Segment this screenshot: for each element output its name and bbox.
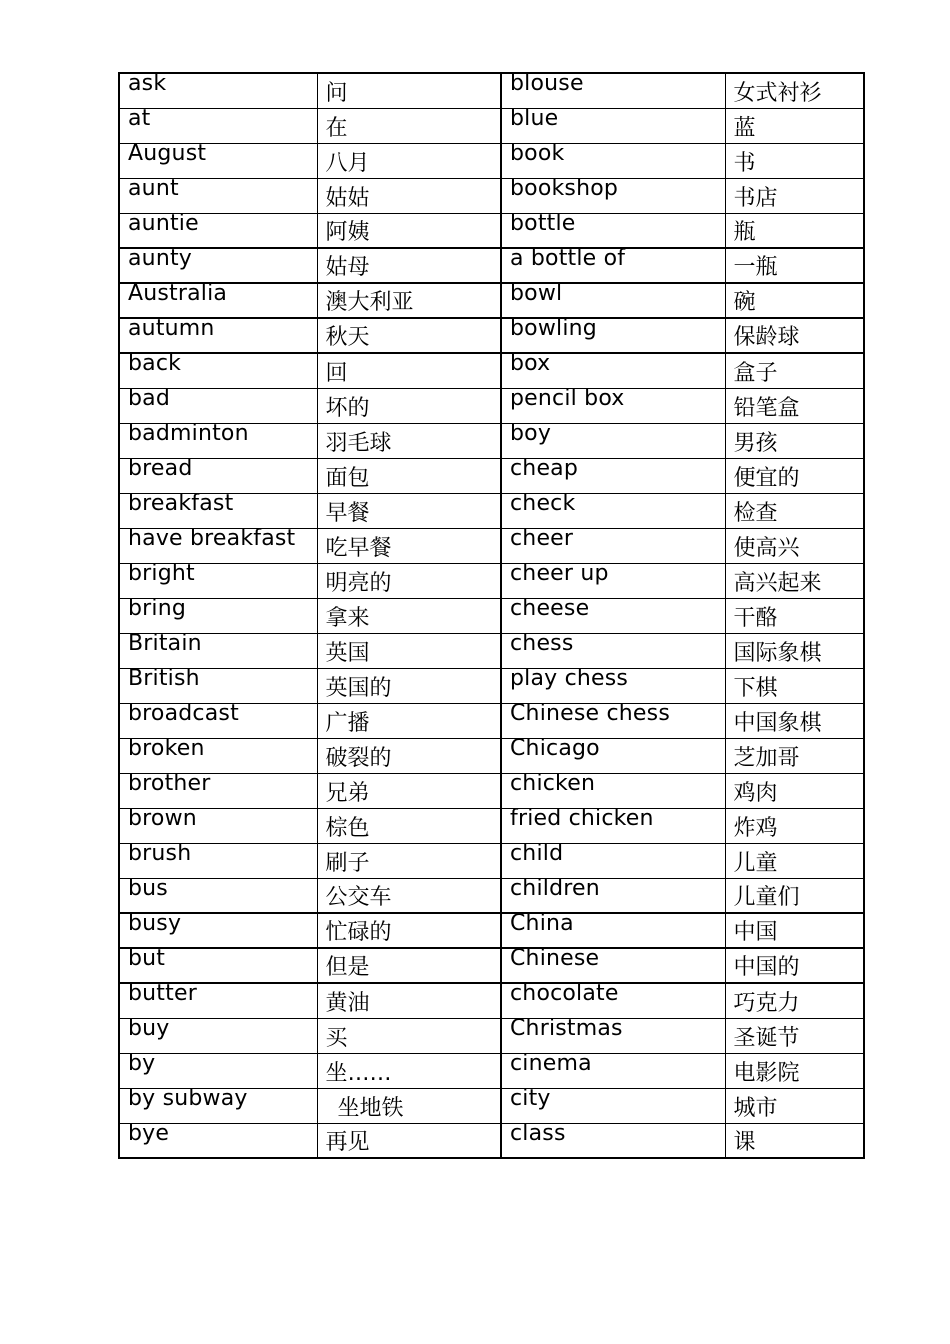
table-row [119, 213, 864, 248]
english-word-cell: cheer up [501, 563, 725, 598]
chinese-meaning-cell: 儿童 [725, 843, 864, 878]
english-word-cell: blouse [501, 73, 725, 108]
chinese-meaning-cell: 圣诞节 [725, 1018, 864, 1053]
chinese-meaning-cell: 下棋 [725, 668, 864, 703]
chinese-meaning-cell: 黄油 [317, 983, 501, 1018]
table-row [119, 703, 864, 738]
english-word-cell: badminton [119, 423, 317, 458]
english-word-cell: child [501, 843, 725, 878]
english-word-cell: cheese [501, 598, 725, 633]
english-word-cell: Chinese [501, 948, 725, 983]
chinese-meaning-cell: 姑姑 [317, 178, 501, 213]
english-word-cell: pencil box [501, 388, 725, 423]
chinese-meaning-cell: 坏的 [317, 388, 501, 423]
chinese-meaning-cell: 课 [725, 1123, 864, 1158]
english-word-cell: aunty [119, 248, 317, 283]
english-word-cell: bookshop [501, 178, 725, 213]
table-row [119, 843, 864, 878]
english-word-cell: bottle [501, 213, 725, 248]
chinese-meaning-cell: 问 [317, 73, 501, 108]
english-word-cell: bowl [501, 283, 725, 318]
chinese-meaning-cell: 盒子 [725, 353, 864, 388]
english-word-cell: blue [501, 108, 725, 143]
table-row [119, 318, 864, 353]
chinese-meaning-cell: 兄弟 [317, 773, 501, 808]
chinese-meaning-cell: 巧克力 [725, 983, 864, 1018]
english-word-cell: aunt [119, 178, 317, 213]
chinese-meaning-cell: 但是 [317, 948, 501, 983]
english-word-cell: bus [119, 878, 317, 913]
table-row [119, 493, 864, 528]
chinese-meaning-cell: 明亮的 [317, 563, 501, 598]
table-row [119, 353, 864, 388]
vocabulary-table [118, 72, 865, 1159]
vocabulary-table-body [119, 73, 864, 1158]
chinese-meaning-cell: 城市 [725, 1088, 864, 1123]
chinese-meaning-cell: 中国 [725, 913, 864, 948]
english-word-cell: by [119, 1053, 317, 1088]
chinese-meaning-cell: 广播 [317, 703, 501, 738]
chinese-meaning-cell: 碗 [725, 283, 864, 318]
chinese-meaning-cell: 蓝 [725, 108, 864, 143]
chinese-meaning-cell: 面包 [317, 458, 501, 493]
table-row [119, 73, 864, 108]
english-word-cell: chess [501, 633, 725, 668]
chinese-meaning-cell: 瓶 [725, 213, 864, 248]
chinese-meaning-cell: 书店 [725, 178, 864, 213]
chinese-meaning-cell: 拿来 [317, 598, 501, 633]
chinese-meaning-cell: 电影院 [725, 1053, 864, 1088]
chinese-meaning-cell: 秋天 [317, 318, 501, 353]
chinese-meaning-cell: 澳大利亚 [317, 283, 501, 318]
english-word-cell: brush [119, 843, 317, 878]
chinese-meaning-cell: 保龄球 [725, 318, 864, 353]
chinese-meaning-cell: 中国的 [725, 948, 864, 983]
chinese-meaning-cell: 坐…… [317, 1053, 501, 1088]
english-word-cell: check [501, 493, 725, 528]
english-word-cell: boy [501, 423, 725, 458]
english-word-cell: China [501, 913, 725, 948]
english-word-cell: breakfast [119, 493, 317, 528]
table-row [119, 633, 864, 668]
english-word-cell: butter [119, 983, 317, 1018]
chinese-meaning-cell: 英国的 [317, 668, 501, 703]
chinese-meaning-cell: 英国 [317, 633, 501, 668]
english-word-cell: chicken [501, 773, 725, 808]
chinese-meaning-cell: 再见 [317, 1123, 501, 1158]
english-word-cell: Britain [119, 633, 317, 668]
chinese-meaning-cell: 阿姨 [317, 213, 501, 248]
english-word-cell: auntie [119, 213, 317, 248]
english-word-cell: ask [119, 73, 317, 108]
chinese-meaning-cell: 八月 [317, 143, 501, 178]
english-word-cell: but [119, 948, 317, 983]
table-row [119, 913, 864, 948]
table-row [119, 563, 864, 598]
chinese-meaning-cell: 早餐 [317, 493, 501, 528]
english-word-cell: fried chicken [501, 808, 725, 843]
english-word-cell: city [501, 1088, 725, 1123]
english-word-cell: have breakfast [119, 528, 317, 563]
english-word-cell: at [119, 108, 317, 143]
chinese-meaning-cell: 破裂的 [317, 738, 501, 773]
table-row [119, 948, 864, 983]
english-word-cell: chocolate [501, 983, 725, 1018]
chinese-meaning-cell: 女式衬衫 [725, 73, 864, 108]
table-row [119, 283, 864, 318]
chinese-meaning-cell: 刷子 [317, 843, 501, 878]
table-row [119, 773, 864, 808]
english-word-cell: play chess [501, 668, 725, 703]
table-row [119, 423, 864, 458]
english-word-cell: cinema [501, 1053, 725, 1088]
english-word-cell: by subway [119, 1088, 317, 1123]
chinese-meaning-cell: 检查 [725, 493, 864, 528]
table-row [119, 178, 864, 213]
chinese-meaning-cell: 坐地铁 [317, 1088, 501, 1123]
chinese-meaning-cell: 儿童们 [725, 878, 864, 913]
chinese-meaning-cell: 芝加哥 [725, 738, 864, 773]
chinese-meaning-cell: 中国象棋 [725, 703, 864, 738]
english-word-cell: buy [119, 1018, 317, 1053]
english-word-cell: autumn [119, 318, 317, 353]
english-word-cell: bad [119, 388, 317, 423]
chinese-meaning-cell: 铅笔盒 [725, 388, 864, 423]
table-row [119, 143, 864, 178]
table-row [119, 1053, 864, 1088]
english-word-cell: cheer [501, 528, 725, 563]
chinese-meaning-cell: 吃早餐 [317, 528, 501, 563]
chinese-meaning-cell: 便宜的 [725, 458, 864, 493]
table-row [119, 528, 864, 563]
table-row [119, 1018, 864, 1053]
english-word-cell: broadcast [119, 703, 317, 738]
english-word-cell: bring [119, 598, 317, 633]
chinese-meaning-cell: 书 [725, 143, 864, 178]
english-word-cell: August [119, 143, 317, 178]
chinese-meaning-cell: 公交车 [317, 878, 501, 913]
english-word-cell: brother [119, 773, 317, 808]
chinese-meaning-cell: 回 [317, 353, 501, 388]
english-word-cell: Chinese chess [501, 703, 725, 738]
table-row [119, 878, 864, 913]
english-word-cell: bowling [501, 318, 725, 353]
english-word-cell: children [501, 878, 725, 913]
table-row [119, 1123, 864, 1158]
chinese-meaning-cell: 忙碌的 [317, 913, 501, 948]
table-row [119, 248, 864, 283]
chinese-meaning-cell: 高兴起来 [725, 563, 864, 598]
english-word-cell: bye [119, 1123, 317, 1158]
chinese-meaning-cell: 羽毛球 [317, 423, 501, 458]
english-word-cell: Christmas [501, 1018, 725, 1053]
chinese-meaning-cell: 一瓶 [725, 248, 864, 283]
english-word-cell: brown [119, 808, 317, 843]
english-word-cell: book [501, 143, 725, 178]
table-row [119, 738, 864, 773]
english-word-cell: busy [119, 913, 317, 948]
english-word-cell: box [501, 353, 725, 388]
english-word-cell: broken [119, 738, 317, 773]
table-row [119, 598, 864, 633]
english-word-cell: British [119, 668, 317, 703]
english-word-cell: class [501, 1123, 725, 1158]
english-word-cell: a bottle of [501, 248, 725, 283]
english-word-cell: bread [119, 458, 317, 493]
chinese-meaning-cell: 棕色 [317, 808, 501, 843]
table-row [119, 983, 864, 1018]
table-row [119, 808, 864, 843]
table-row [119, 388, 864, 423]
chinese-meaning-cell: 干酪 [725, 598, 864, 633]
table-row [119, 108, 864, 143]
chinese-meaning-cell: 炸鸡 [725, 808, 864, 843]
table-row [119, 1088, 864, 1123]
chinese-meaning-cell: 在 [317, 108, 501, 143]
english-word-cell: back [119, 353, 317, 388]
english-word-cell: cheap [501, 458, 725, 493]
table-row [119, 458, 864, 493]
english-word-cell: bright [119, 563, 317, 598]
chinese-meaning-cell: 使高兴 [725, 528, 864, 563]
chinese-meaning-cell: 男孩 [725, 423, 864, 458]
chinese-meaning-cell: 买 [317, 1018, 501, 1053]
table-row [119, 668, 864, 703]
english-word-cell: Australia [119, 283, 317, 318]
chinese-meaning-cell: 鸡肉 [725, 773, 864, 808]
chinese-meaning-cell: 国际象棋 [725, 633, 864, 668]
english-word-cell: Chicago [501, 738, 725, 773]
chinese-meaning-cell: 姑母 [317, 248, 501, 283]
